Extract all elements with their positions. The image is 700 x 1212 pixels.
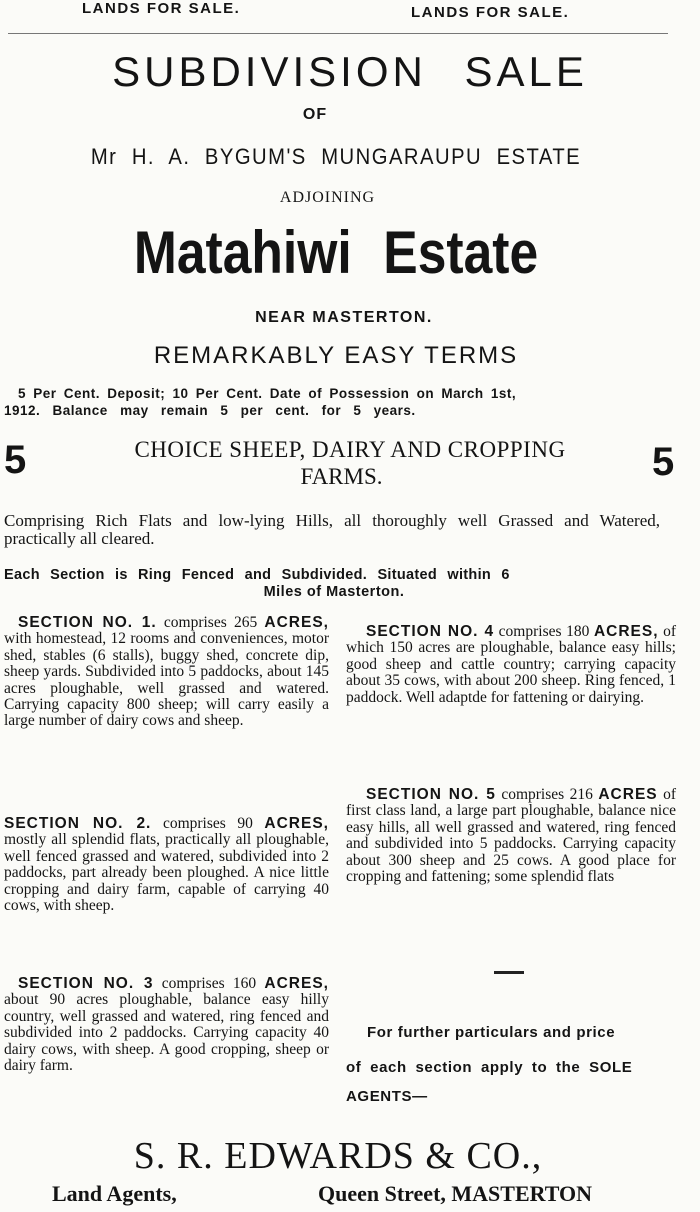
section-3-text: about 90 acres ploughable, balance easy hilly country, well grassed and watered, ring fenced and subdivided into 2 paddocks. Carrying capacity 40 dairy cows, with sheep. A good cropping, sheep or dairy farm. <box>4 991 329 1075</box>
agent-role: Land Agents, <box>52 1181 177 1206</box>
further-line-3: AGENTS— <box>346 1088 428 1105</box>
estate-name: Matahiwi Estate <box>133 219 539 286</box>
farms-line-1: CHOICE SHEEP, DAIRY AND CROPPING <box>134 437 566 462</box>
agent-address: Queen Street, MASTERTON <box>318 1181 593 1206</box>
location-label: NEAR MASTERTON. <box>255 309 433 326</box>
section-5-acres: ACRES <box>598 786 658 803</box>
terms-line-1: 5 Per Cent. Deposit; 10 Per Cent. Date of Possession on March 1st, <box>18 386 517 401</box>
section-5-lead: comprises 216 <box>501 786 593 803</box>
section-2 <box>4 816 329 914</box>
comprising-text: Comprising Rich Flats and low-lying Hills, all thoroughly well Grassed and Watered, practically all cleared. <box>4 511 660 548</box>
terms-line-2: 1912. Balance may remain 5 per cent. for 5 years. <box>4 403 416 418</box>
section-1 <box>4 615 329 730</box>
section-2-heading: SECTION NO. 2. <box>4 815 152 832</box>
owner-line: Mr H. A. BYGUM'S MUNGARAUPU ESTATE <box>90 144 582 169</box>
section-1-lead: comprises 265 <box>163 614 258 631</box>
section-3-heading: SECTION NO. 3 <box>18 975 154 992</box>
section-3 <box>4 976 329 1074</box>
headline: SUBDIVISION SALE <box>112 48 588 95</box>
section-1-acres: ACRES, <box>264 614 329 631</box>
section-4-text: of which 150 acres are ploughable, balance easy hills; good sheep and cattle country; carrying capacity about 35 cows, with about 200 sheep. Ring fenced, 1 paddock. Well adaptde for fattening or dairying. <box>346 623 677 706</box>
section-4-acres: ACRES, <box>593 623 659 640</box>
farms-count-right: 5 <box>652 440 675 484</box>
farms-count-left: 5 <box>4 438 27 482</box>
section-3-acres: ACRES, <box>264 975 329 992</box>
further-line-1: For further particulars and price <box>367 1024 616 1041</box>
section-2-acres: ACRES, <box>264 815 329 832</box>
section-5-heading: SECTION NO. 5 <box>366 786 496 803</box>
section-5-text: of first class land, a large part ploughable, balance nice easy hills, all well grassed and watered, ring fenced and subdivided into 5 paddocks. Carrying capacity about 300 sheep and 25 cows. A good place for cropping and fattening; some splendid flats <box>346 786 677 886</box>
section-2-lead: comprises 90 <box>162 815 253 832</box>
fencing-line-1: Each Section is Ring Fenced and Subdivided. Situated within 6 <box>4 567 510 583</box>
section-1-heading: SECTION NO. 1. <box>18 614 157 631</box>
section-1-text: with homestead, 12 rooms and conveniences, motor shed, stables (6 stalls), buggy shed, concrete dip, sheep yards. Subdivided into 5 paddocks, about 145 acres ploughable, well grassed and watered. Carrying capacity 800 sheep; will carry easily a large number of dairy cows and sheep. <box>4 630 329 730</box>
header-left-label: LANDS FOR SALE. <box>82 0 241 17</box>
header-right-label: LANDS FOR SALE. <box>411 4 570 21</box>
agent-name: S. R. EDWARDS & CO., <box>133 1135 543 1177</box>
header-rule <box>8 33 668 34</box>
section-5 <box>346 787 676 885</box>
farms-line-2: FARMS. <box>300 464 383 489</box>
further-line-2: of each section apply to the SOLE <box>346 1059 633 1076</box>
section-2-text: mostly all splendid flats, practically all ploughable, well fenced grassed and watered, subdivided into 2 paddocks, part already been ploughed. A nice little cropping and dairy farm, capable of carrying 40 cows, with sheep. <box>4 831 329 915</box>
adjoining-label: ADJOINING <box>279 189 376 206</box>
section-4-heading: SECTION NO. 4 <box>366 623 495 640</box>
section-4 <box>346 624 676 706</box>
of-label: OF <box>302 106 328 123</box>
terms-heading: REMARKABLY EASY TERMS <box>153 342 519 369</box>
section-4-lead: comprises 180 <box>498 623 590 640</box>
fencing-line-2: Miles of Masterton. <box>263 584 405 600</box>
column-divider-dash <box>494 971 524 974</box>
section-3-lead: comprises 160 <box>161 975 257 992</box>
